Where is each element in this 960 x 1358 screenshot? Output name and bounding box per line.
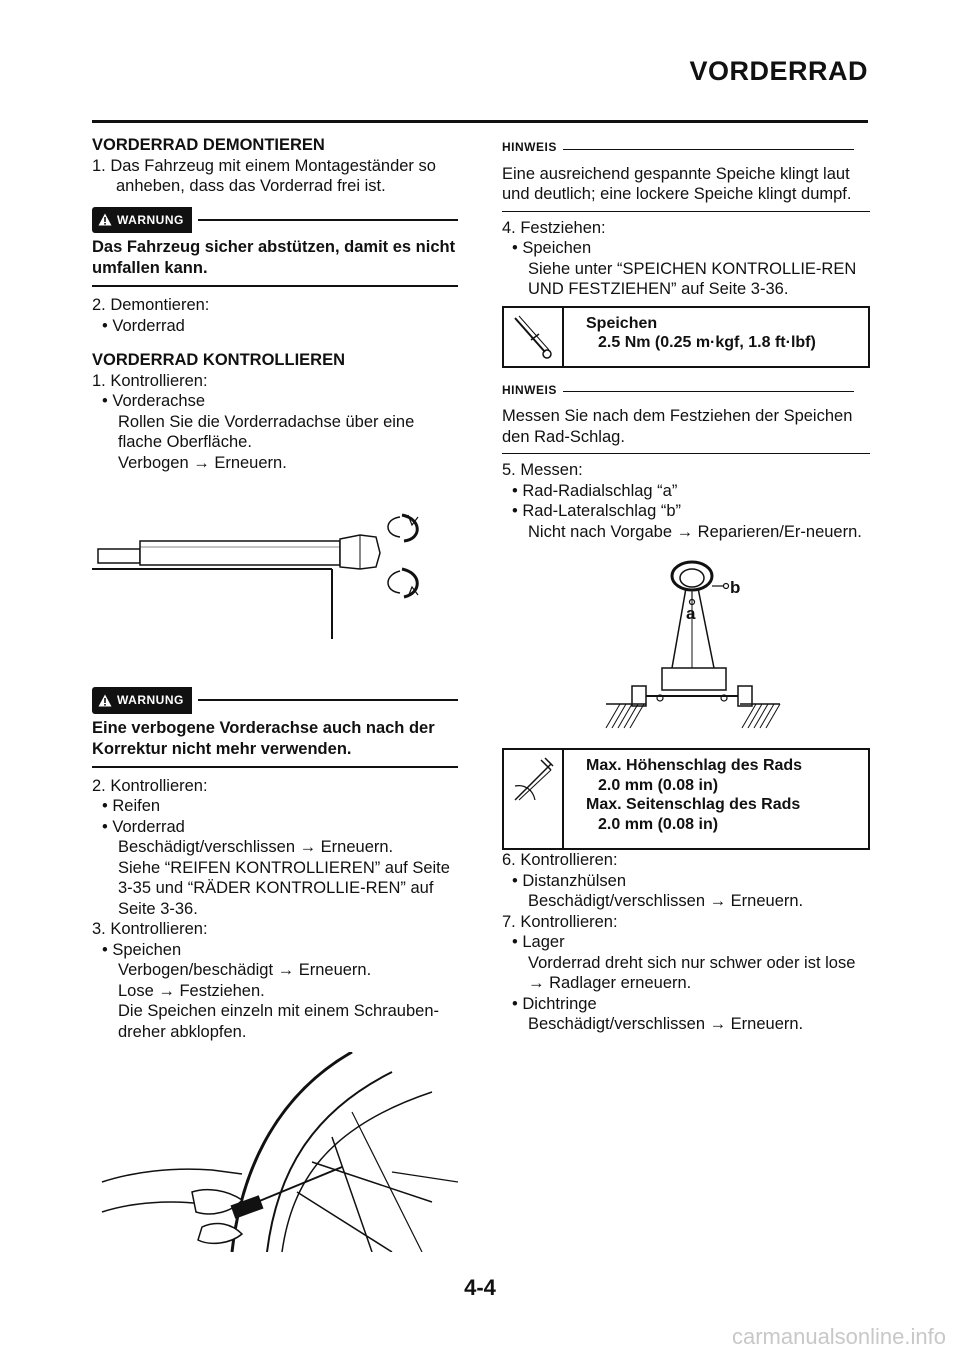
header-rule xyxy=(92,120,868,123)
step-text: 1. Das Fahrzeug mit einem Montageständer so anheben, dass das Vorderrad frei ist. xyxy=(92,156,436,195)
step-text: 7. Kontrollieren: xyxy=(502,912,618,931)
bullet-item: • Speichen xyxy=(102,940,182,959)
warning-label: WARNUNG xyxy=(117,693,184,707)
note-rule xyxy=(563,149,718,150)
watermark[interactable]: carmanualsonline.info xyxy=(731,1324,946,1349)
sub-text: Verbogen/beschädigt → Erneuern. xyxy=(118,961,372,979)
warning-text: Das Fahrzeug sicher abstützen, damit es nicht umfallen kann. xyxy=(92,238,456,277)
warning-text: Eine verbogene Vorderachse auch nach der Korrektur nicht mehr verwenden. xyxy=(92,718,435,758)
step-text: 1. Kontrollieren: xyxy=(92,371,208,390)
bullet-item: • Vorderachse xyxy=(102,392,206,410)
bullet-item: • Lager xyxy=(512,933,565,951)
note-rule xyxy=(563,391,718,392)
step-text: 5. Messen: xyxy=(502,461,583,479)
bullet-item: • Vorderrad xyxy=(102,316,185,335)
warning-badge xyxy=(92,207,192,234)
bullet-item: • Vorderrad xyxy=(102,817,185,836)
spec-value: 2.0 mm (0.08 in) xyxy=(598,815,719,833)
warning-label: WARNUNG xyxy=(117,212,184,227)
note-end-rule xyxy=(502,453,870,454)
warning-icon xyxy=(98,213,112,226)
warning-end-rule xyxy=(92,766,458,768)
figure-label-b: b xyxy=(730,578,741,597)
page-number: 4-4 xyxy=(464,1275,496,1300)
spec-label: Speichen xyxy=(586,314,658,332)
warning-header xyxy=(92,207,458,234)
sub-text: Siehe “REIFEN KONTROLLIEREN” auf Seite 3-35 und “RÄDER KONTROLLIE-REN” auf Seite 3-36. xyxy=(118,858,450,918)
sub-text: Beschädigt/verschlissen → Erneuern. xyxy=(118,838,394,856)
warning-header xyxy=(92,687,458,714)
step-text: 2. Demontieren: xyxy=(92,296,210,314)
sub-text: Rollen Sie die Vorderradachse über eine flache Oberfläche. xyxy=(118,412,415,451)
warning-icon xyxy=(98,694,112,707)
runout-illustration xyxy=(502,548,870,748)
right-column xyxy=(502,135,870,1035)
note-label: HINWEIS xyxy=(502,382,557,397)
bullet-item: • Rad-Lateralschlag “b” xyxy=(512,502,682,520)
section-heading-kontrollieren: VORDERRAD KONTROLLIEREN xyxy=(92,351,346,369)
spec-label: Max. Höhenschlag des Rads xyxy=(586,757,803,774)
sub-text: Verbogen → Erneuern. xyxy=(118,453,287,472)
spec-value: 2.0 mm (0.08 in) xyxy=(598,776,719,794)
warning-rule xyxy=(198,699,458,701)
bullet-item: • Speichen xyxy=(512,239,592,257)
figure-label-a: a xyxy=(686,604,696,623)
section-heading-demontieren: VORDERRAD DEMONTIEREN xyxy=(92,136,325,154)
sub-text: Vorderrad dreht sich nur schwer oder ist lose → Radlager erneuern. xyxy=(528,953,856,992)
sub-text: Nicht nach Vorgabe → Reparieren/Er-neuern. xyxy=(528,522,862,541)
bullet-item: • Dichtringe xyxy=(512,994,597,1013)
warning-rule xyxy=(198,219,458,221)
note-end-rule xyxy=(502,211,870,212)
note-text: Messen Sie nach dem Festziehen der Speichen den Rad-Schlag. xyxy=(502,407,853,446)
warning-badge xyxy=(92,687,192,714)
bullet-item: • Rad-Radialschlag “a” xyxy=(512,481,678,500)
spec-label: Max. Seitenschlag des Rads xyxy=(586,796,801,813)
step-text: 4. Festziehen: xyxy=(502,218,606,237)
left-column xyxy=(92,135,458,1252)
spoke-tapping-illustration xyxy=(92,1052,458,1252)
note-label: HINWEIS xyxy=(502,140,557,154)
step-text: 2. Kontrollieren: xyxy=(92,776,208,795)
step-text: 6. Kontrollieren: xyxy=(502,851,618,869)
bullet-item: • Reifen xyxy=(102,797,161,815)
sub-text: Lose → Festziehen. xyxy=(118,981,265,1000)
note-rule xyxy=(718,391,854,392)
sub-text: Beschädigt/verschlissen → Erneuern. xyxy=(528,892,804,910)
dial-gauge-icon xyxy=(504,750,564,848)
torque-spec-box xyxy=(502,306,870,368)
sub-text: Beschädigt/verschlissen → Erneuern. xyxy=(528,1015,804,1033)
torque-wrench-icon xyxy=(504,308,564,366)
spec-value: 2.5 Nm (0.25 m·kgf, 1.8 ft·lbf) xyxy=(598,334,816,351)
axle-illustration xyxy=(92,479,458,679)
sub-text: Die Speichen einzeln mit einem Schrauben-dreher abklopfen. xyxy=(118,1002,440,1041)
warning-end-rule xyxy=(92,285,458,287)
note-header xyxy=(502,380,870,401)
runout-spec-box xyxy=(502,748,870,850)
step-text: 3. Kontrollieren: xyxy=(92,920,208,938)
bullet-item: • Distanzhülsen xyxy=(512,871,627,890)
page-title: VORDERRAD xyxy=(689,56,868,86)
note-header xyxy=(502,137,870,158)
note-text: Eine ausreichend gespannte Speiche klingt laut und deutlich; eine lockere Speiche klingt dumpf. xyxy=(502,164,852,203)
note-rule xyxy=(718,149,854,150)
sub-text: Siehe unter “SPEICHEN KONTROLLIE-REN UND FESTZIEHEN” auf Seite 3-36. xyxy=(528,259,857,298)
